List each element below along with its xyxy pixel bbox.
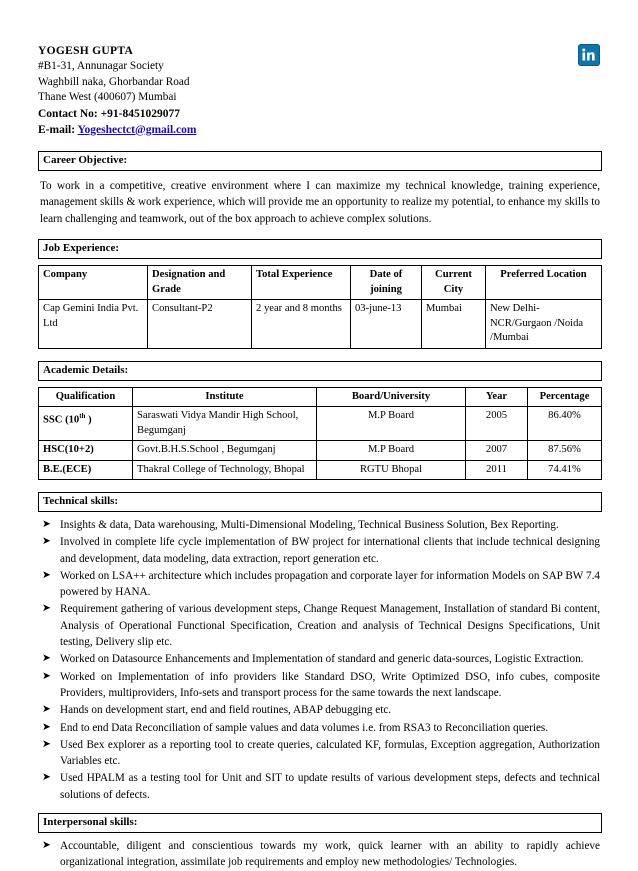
email-line xyxy=(38,122,602,139)
arrow-bullet-icon: ➤ xyxy=(42,840,51,852)
career-objective-text: To work in a competitive, creative environment where I can maximize my technical knowledge, training experience, management skills & work experience, which will provide me an opportunity to realize my potential, to enhance my skills to learn challenging and teamwork, out of the box approach to achieve complex solutions. xyxy=(40,179,600,225)
list-item xyxy=(38,534,600,567)
linkedin-icon[interactable] xyxy=(578,44,600,66)
table-header-row xyxy=(39,266,602,300)
arrow-bullet-icon: ➤ xyxy=(42,519,51,530)
academic-details-heading: Academic Details: xyxy=(38,361,602,381)
table-row xyxy=(39,407,602,441)
list-item xyxy=(38,838,600,871)
cell-qualification: HSC(10+2) xyxy=(39,441,133,461)
cell-institute: Saraswati Vidya Mandir High School, Begumganj xyxy=(133,407,317,441)
list-item xyxy=(38,601,600,650)
cell-designation: Consultant-P2 xyxy=(148,300,252,349)
email-label: E-mail: xyxy=(38,123,76,136)
table-row xyxy=(39,300,602,349)
arrow-bullet-icon: ➤ xyxy=(42,704,51,716)
list-item xyxy=(38,737,600,770)
table-row xyxy=(39,441,602,461)
list-item xyxy=(38,702,600,718)
table-row xyxy=(39,460,602,480)
technical-skills-list xyxy=(38,517,602,803)
list-item-text: Used Bex explorer as a reporting tool to create queries, calculated KF, formulas, Exception aggregation, Authorization Variables etc. xyxy=(60,738,600,768)
list-item-text: End to end Data Reconciliation of sample values and data volumes i.e. from RSA3 to Reconciliation queries. xyxy=(60,721,549,734)
list-item-text: Worked on Datasource Enhancements and Implementation of standard and generic data-sources, Logistic Extraction. xyxy=(60,653,584,666)
list-item-text: Involved in complete life cycle implementation of BW project for international clients that include technical designing and development, data modeling, data extraction, report generation etc. xyxy=(60,536,600,565)
col-preferred-location: Preferred Location xyxy=(486,266,602,300)
cell-year: 2007 xyxy=(466,441,528,461)
col-percentage: Percentage xyxy=(528,387,602,407)
list-item-text: Worked on LSA++ architecture which includes propagation and corporate layer for information Models on SAP BW 7.4 powered by HANA. xyxy=(60,569,600,599)
list-item xyxy=(38,651,600,667)
address-line-2: Waghbill naka, Ghorbandar Road xyxy=(38,75,190,88)
arrow-bullet-icon: ➤ xyxy=(42,536,51,548)
col-designation: Designation and Grade xyxy=(148,266,252,300)
col-date-of-joining: Date of joining xyxy=(351,266,422,300)
contact-value: +91-8451029077 xyxy=(97,107,180,120)
list-item-text: Requirement gathering of various development steps, Change Request Management, Installation of standard Bi content, Analysis of Operational Functional Specification, Creation and analysis of Technical Designs Specifications, Unit testing, Delivery slip etc. xyxy=(60,603,600,649)
arrow-bullet-icon: ➤ xyxy=(42,738,51,750)
interpersonal-skills-list xyxy=(38,838,602,871)
cell-company: Cap Gemini India Pvt. Ltd xyxy=(39,300,148,349)
cell-institute: Thakral College of Technology, Bhopal xyxy=(133,460,317,480)
technical-skills-heading: Technical skills: xyxy=(38,492,602,512)
list-item xyxy=(38,568,600,601)
address-line-3: Thane West (400607) Mumbai xyxy=(38,91,177,103)
col-institute: Institute xyxy=(133,387,317,407)
cell-year: 2005 xyxy=(466,407,528,441)
arrow-bullet-icon: ➤ xyxy=(42,772,51,784)
candidate-name: YOGESH GUPTA xyxy=(38,45,134,57)
arrow-bullet-icon: ➤ xyxy=(42,653,51,665)
cell-board: M.P Board xyxy=(317,407,466,441)
list-item xyxy=(38,720,600,736)
resume-header xyxy=(38,44,602,139)
list-item-text: Worked on Implementation of info providers like Standard DSO, Write Optimized DSO, info cubes, composite Providers, multiproviders, Info-sets and transport process for the same towards the next landscape. xyxy=(60,670,600,699)
arrow-bullet-icon: ➤ xyxy=(42,670,51,682)
career-objective-heading: Career Objective: xyxy=(38,151,602,171)
cell-year: 2011 xyxy=(466,460,528,480)
address-line-1: #B1-31, Annunagar Society xyxy=(38,60,164,72)
cell-percentage: 86.40% xyxy=(528,407,602,441)
job-experience-table xyxy=(38,265,602,349)
list-item-text: Used HPALM as a testing tool for Unit and SIT to update results of various development steps, defects and technical solutions of defects. xyxy=(60,772,600,801)
cell-qualification: SSC (10th ) xyxy=(39,407,133,441)
academic-details-table xyxy=(38,387,602,481)
contact-line xyxy=(38,106,602,122)
list-item-text: Insights & data, Data warehousing, Multi-Dimensional Modeling, Technical Business Solution, Bex Reporting. xyxy=(60,519,559,531)
list-item-text: Accountable, diligent and conscientious towards my work, quick learner with an ability to rapidly achieve organizational integration, assimilate job requirements and employ new methodologies/ Technologies. xyxy=(60,840,600,869)
cell-qualification: B.E.(ECE) xyxy=(39,460,133,480)
col-total-experience: Total Experience xyxy=(252,266,351,300)
col-board-university: Board/University xyxy=(317,387,466,407)
cell-percentage: 74.41% xyxy=(528,460,602,480)
list-item xyxy=(38,669,600,702)
arrow-bullet-icon: ➤ xyxy=(42,603,51,615)
cell-preferred-location: New Delhi-NCR/Gurgaon /Noida /Mumbai xyxy=(486,300,602,349)
job-experience-heading: Job Experience: xyxy=(38,239,602,259)
list-item xyxy=(38,770,600,803)
cell-date-of-joining: 03-june-13 xyxy=(351,300,422,349)
table-header-row xyxy=(39,387,602,407)
cell-percentage: 87.56% xyxy=(528,441,602,461)
col-company: Company xyxy=(39,266,148,300)
cell-institute: Govt.B.H.S.School , Begumganj xyxy=(133,441,317,461)
arrow-bullet-icon: ➤ xyxy=(42,569,51,581)
col-current-city: Current City xyxy=(422,266,486,300)
cell-board: M.P Board xyxy=(317,441,466,461)
cell-board: RGTU Bhopal xyxy=(317,460,466,480)
list-item xyxy=(38,517,600,533)
col-qualification: Qualification xyxy=(39,387,133,407)
col-year: Year xyxy=(466,387,528,407)
list-item-text: Hands on development start, end and field routines, ABAP debugging etc. xyxy=(60,704,392,717)
cell-current-city: Mumbai xyxy=(422,300,486,349)
interpersonal-skills-heading: Interpersonal skills: xyxy=(38,813,602,833)
arrow-bullet-icon: ➤ xyxy=(42,721,51,733)
email-link[interactable]: Yogeshectct@gmail.com xyxy=(77,123,197,136)
contact-label: Contact No: xyxy=(38,107,98,120)
cell-total-experience: 2 year and 8 months xyxy=(252,300,351,349)
